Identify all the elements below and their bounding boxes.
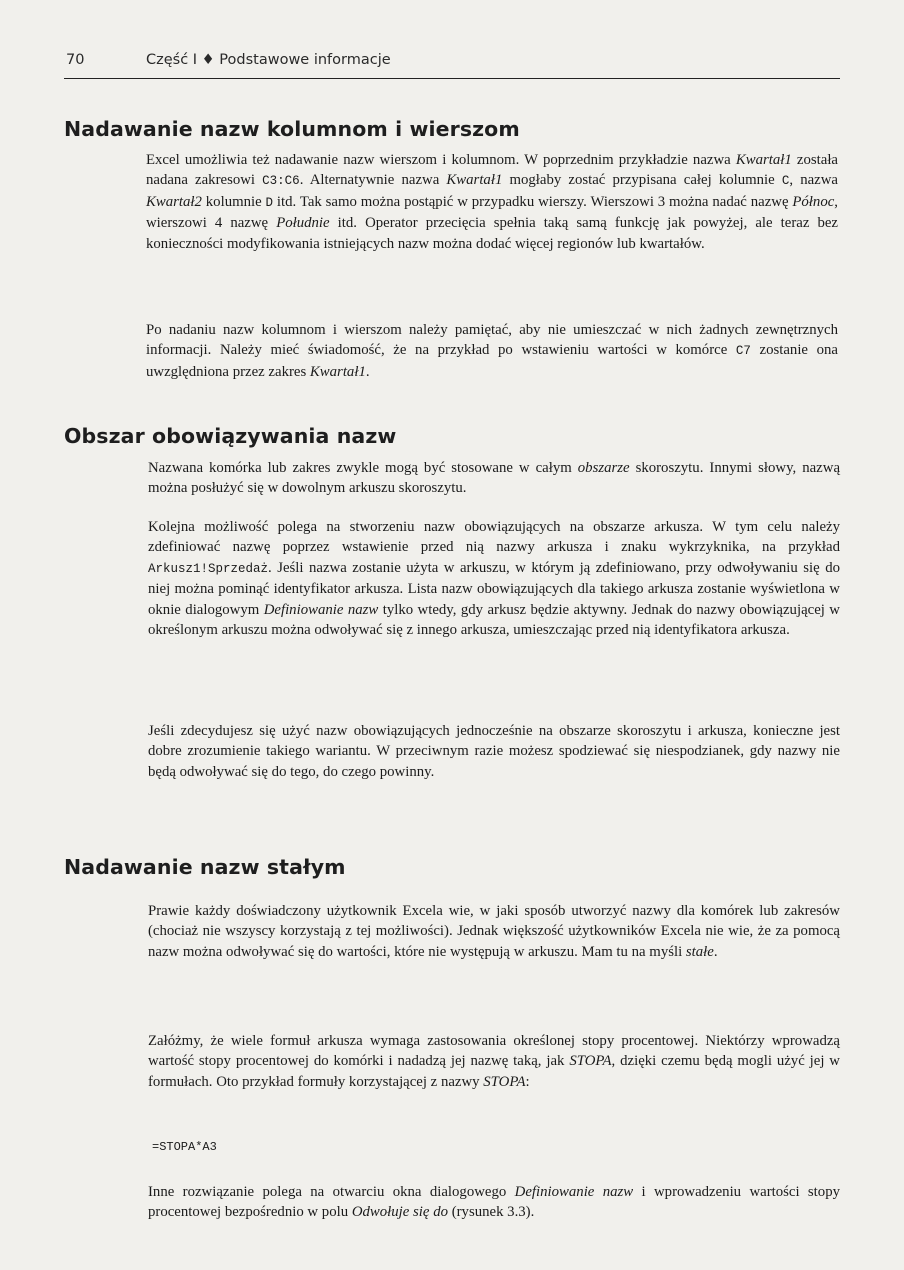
paragraph: Inne rozwiązanie polega na otwarciu okna dialogowego Definiowanie nazw i wprowadzeniu wartości stopy procentowej bezpośrednio w polu Odwołuje się do (rysunek 3.3).	[148, 1184, 840, 1221]
page-number: 70	[66, 52, 85, 68]
paragraph: Nazwana komórka lub zakres zwykle mogą być stosowane w całym obszarze skoroszytu. Innymi słowy, nazwą można posłużyć się w dowolnym arkuszu skoroszytu.	[148, 460, 841, 497]
running-header	[64, 48, 840, 79]
section-heading-row-column-names: Nadawanie nazw kolumnom i wierszom	[64, 117, 520, 141]
paragraph: Prawie każdy doświadczony użytkownik Excela wie, w jaki sposób utworzyć nazwy dla komórek lub zakresów (chociaż nie wszyscy korzystają z tej możliwości). Jednak większość użytkowników Excela nie wie, że za pomocą nazw można odwoływać się do wartości, które nie występują w arkuszu. Mam tu na myśli stałe.	[148, 903, 840, 960]
paragraph: Kolejna możliwość polega na stworzeniu nazw obowiązujących na obszarze arkusza. W tym celu należy zdefiniować nazwę poprzez wstawienie przed nią nazwy arkusza i znaku wykrzyknika, na przykład Arkusz1!Sprzedaż. Jeśli nazwa zostanie użyta w arkuszu, w którym ją zdefiniowano, przy odwoływaniu się do niej można pominąć identyfikator arkusza. Lista nazw obowiązujących dla takiego arkusza zostanie wyświetlona w oknie dialogowym Definiowanie nazw tylko wtedy, gdy arkusz będzie aktywny. Jednak do nazwy obowiązującej w określonym arkuszu można odwoływać się z innego arkusza, umieszczając przed nią identyfikatora arkusza.	[148, 519, 840, 639]
paragraph: Po nadaniu nazw kolumnom i wierszom należy pamiętać, aby nie umieszczać w nich żadnych zewnętrznych informacji. Należy mieć świadomość, że na przykład po wstawieniu wartości w komórce C7 zostanie ona uwzględniona przez zakres Kwartał1.	[146, 322, 838, 380]
formula-example: =STOPA*A3	[152, 1140, 217, 1154]
chapter-title: Część I ♦ Podstawowe informacje	[146, 52, 391, 68]
section-heading-constant-names: Nadawanie nazw stałym	[64, 855, 346, 879]
paragraph: Excel umożliwia też nadawanie nazw wierszom i kolumnom. W poprzednim przykładzie nazwa Kwartał1 została nadana zakresowi C3:C6. Alternatywnie nazwa Kwartał1 mogłaby zostać przypisana całej kolumnie C, nazwa Kwartał2 kolumnie D itd. Tak samo można postąpić w przypadku wierszy. Wierszowi 3 można nadać nazwę Północ, wierszowi 4 nazwę Południe itd. Operator przecięcia spełnia taką samą funkcję jak powyżej, ale teraz bez konieczności modyfikowania istniejących nazw można dodać więcej regionów lub kwartałów.	[146, 152, 839, 252]
section-heading-name-scope: Obszar obowiązywania nazw	[64, 424, 397, 448]
paragraph: Załóżmy, że wiele formuł arkusza wymaga zastosowania określonej stopy procentowej. Niektórzy wprowadzą wartość stopy procentowej do komórki i nadadzą jej nazwę taką, jak STOPA, dzięki czemu będą mogli użyć jej w formułach. Oto przykład formuły korzystającej z nazwy STOPA:	[148, 1033, 840, 1090]
paragraph: Jeśli zdecydujesz się użyć nazw obowiązujących jednocześnie na obszarze skoroszytu i arkusza, konieczne jest dobre zrozumienie takiego wariantu. W przeciwnym razie możesz spodziewać się niespodzianek, gdy nazwy nie będą odwoływać się do tego, do czego powinny.	[148, 723, 840, 780]
